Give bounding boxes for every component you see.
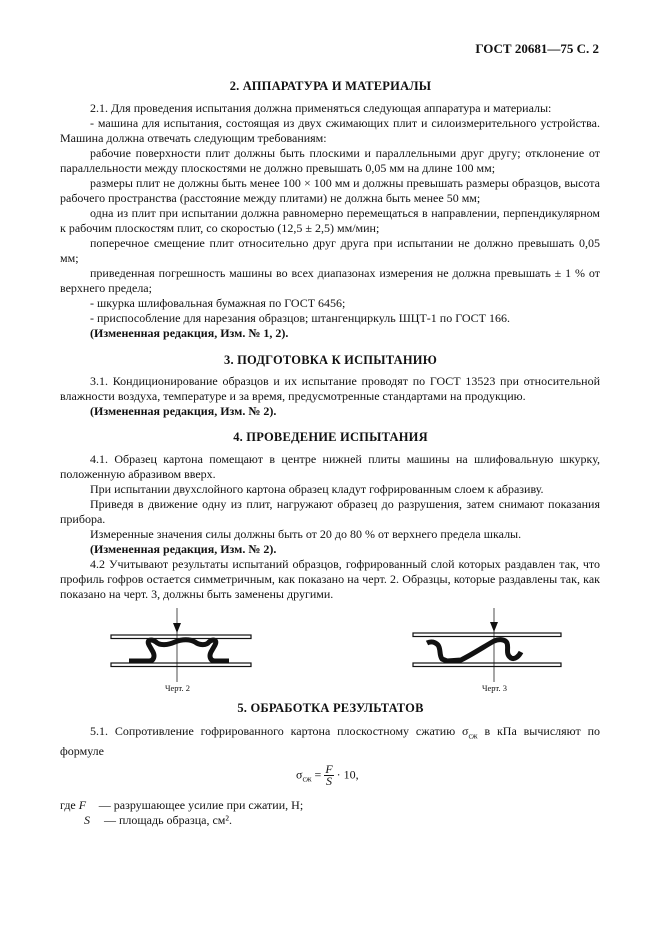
formula-sigma: σ <box>296 767 303 782</box>
paragraph-2-surfaces: рабочие поверхности плит должны быть плоскими и параллельными друг другу; отклонение от параллельности между плоскостями не должно превышать 0,05 мм на длине 100 мм; <box>60 146 600 175</box>
formula-fraction <box>324 764 333 787</box>
where-text-f: разрушающее усилие при сжатии, Н; <box>113 798 304 812</box>
where-prefix: где <box>60 798 79 812</box>
paragraph-5-1-text-a: 5.1. Сопротивление гофрированного картона плоскостному сжатию σ <box>90 724 469 738</box>
paragraph-4-range: Измеренные значения силы должны быть от 20 до 80 % от верхнего предела шкалы. <box>90 527 522 541</box>
formula-numerator: F <box>325 762 333 776</box>
paragraph-2-tools: - приспособление для нарезания образцов; штангенциркуль ШЦТ-1 по ГОСТ 166. <box>90 311 510 325</box>
page-header: ГОСТ 20681—75 С. 2 <box>475 41 599 56</box>
figure-3-bottom-plate <box>413 663 561 667</box>
where-var-s: S <box>84 813 90 827</box>
where-var-f: F <box>78 798 87 812</box>
section-3-title: 3. ПОДГОТОВКА К ИСПЫТАНИЮ <box>224 353 437 367</box>
figure-3-diagram <box>407 608 567 684</box>
paragraph-3-1: 3.1. Кондиционирование образцов и их испытание проводят по ГОСТ 13523 при относительной влажности воздуха, температуре и за время, предусмотренные стандартами на продукцию. <box>60 374 600 403</box>
where-line-f <box>60 798 303 813</box>
section-4-title: 4. ПРОВЕДЕНИЕ ИСПЫТАНИЯ <box>233 430 428 444</box>
amendment-note-2: (Измененная редакция, Изм. № 1, 2). <box>90 326 289 340</box>
sigma-subscript: сж <box>468 731 478 741</box>
amendment-note-4: (Измененная редакция, Изм. № 2). <box>90 542 277 556</box>
paragraph-5-1 <box>60 724 600 759</box>
figure-3-corrugation-profile <box>427 640 521 661</box>
where-dash: — <box>104 813 116 827</box>
formula-tail: · 10, <box>333 767 359 782</box>
formula-subscript: сж <box>302 774 312 784</box>
section-2-title: 2. АППАРАТУРА И МАТЕРИАЛЫ <box>229 79 432 93</box>
formula <box>296 764 359 787</box>
figure-2-diagram <box>105 608 255 684</box>
section-5-title: 5. ОБРАБОТКА РЕЗУЛЬТАТОВ <box>237 701 424 715</box>
paragraph-4-2: 4.2 Учитывают результаты испытаний образцов, гофрированный слой которых раздавлен так, что профиль гофров остается симметричным, как показано на черт. 2. Образцы, которые раздавлены так, как показано на черт. 3, должны быть заменены другими. <box>60 557 600 601</box>
paragraph-2-shift: поперечное смещение плит относительно друг друга при испытании не должно превышать 0,05 мм; <box>60 236 600 265</box>
paragraph-2-sandpaper: - шкурка шлифовальная бумажная по ГОСТ 6456; <box>90 296 346 310</box>
paragraph-4-loading: Приведя в движение одну из плит, нагружают образец до разрушения, затем снимают показания прибора. <box>60 497 600 526</box>
paragraph-2-machine: - машина для испытания, состоящая из двух сжимающих плит и силоизмерительного устройства. Машина должна отвечать следующим требованиям: <box>60 116 600 145</box>
figure-3-arrow-icon <box>490 622 498 632</box>
formula-denominator: S <box>326 774 332 788</box>
figure-2-caption: Черт. 2 <box>165 683 191 693</box>
paragraph-5-1-text-b: в кПа вычисляют по формуле <box>60 724 600 759</box>
paragraph-2-speed: одна из плит при испытании должна равномерно перемещаться в направлении, перпендикулярном к рабочим плоскостям плит, со скоростью (12,5 ± 2,5) мм/мин; <box>60 206 600 235</box>
where-text-s: площадь образца, см². <box>119 813 232 827</box>
figure-3-top-plate <box>413 633 561 637</box>
figure-2-bottom-plate <box>111 663 251 667</box>
formula-equals: = <box>311 767 325 782</box>
where-line-s <box>84 813 232 828</box>
paragraph-2-dimensions: размеры плит не должны быть менее 100 × 100 мм и должны превышать размеры образцов, высота рабочего пространства (расстояние между плитами) не должна быть менее 50 мм; <box>60 176 600 205</box>
amendment-note-3: (Измененная редакция, Изм. № 2). <box>90 404 277 418</box>
paragraph-2-1: 2.1. Для проведения испытания должна применяться следующая аппаратура и материалы: <box>90 101 552 115</box>
paragraph-2-error: приведенная погрешность машины во всех диапазонах измерения не должна превышать ± 1 % от верхнего предела; <box>60 266 600 295</box>
figure-3-caption: Черт. 3 <box>482 683 508 693</box>
paragraph-4-double-layer: При испытании двухслойного картона образец кладут гофрированным слоем к абразиву. <box>90 482 544 496</box>
paragraph-4-1: 4.1. Образец картона помещают в центре нижней плиты машины на шлифовальную шкурку, положенную абразивом вверх. <box>60 452 600 481</box>
figure-2-corrugation-profile <box>129 640 229 661</box>
where-dash: — <box>98 798 111 812</box>
figure-2-arrow-icon <box>173 623 181 633</box>
